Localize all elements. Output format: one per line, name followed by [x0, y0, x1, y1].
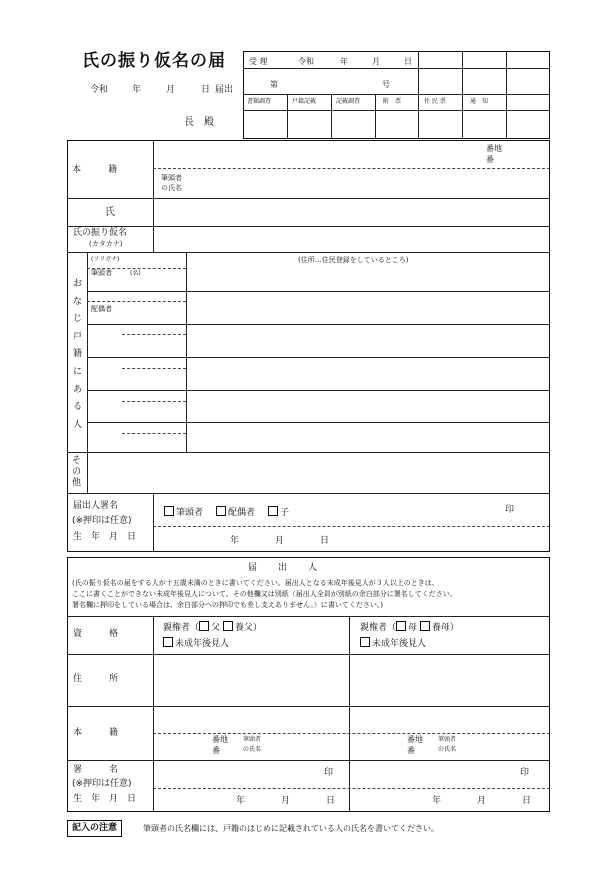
honseki2-banchi-left: 番地 — [212, 735, 228, 744]
honseki-banchi: 番地 — [486, 144, 502, 153]
birth-month-right: 月 — [477, 796, 487, 806]
stamp-kisai: 戸籍記載 — [292, 98, 317, 105]
stamp-jumin: 住 民 票 — [424, 98, 446, 105]
honseki2-label: 本 籍 — [73, 728, 119, 738]
honseki2-hittosha-right: 筆頭者 — [438, 736, 457, 743]
birth-day-left: 日 — [326, 796, 336, 806]
same-koseki-side-label — [73, 276, 85, 434]
shomei-note: (※押印は任意) — [72, 779, 132, 789]
honseki2-ban-right: 番 — [407, 746, 415, 755]
date-month: 月 — [166, 85, 176, 95]
dai-label: 第 — [270, 80, 278, 89]
note-badge: 記入の注意 — [67, 820, 122, 837]
side-char: る — [73, 402, 83, 413]
applicant-birth-label: 生 年 月 日 — [73, 532, 137, 542]
received-era: 令和 — [298, 57, 314, 66]
seal-mark: 印 — [505, 505, 515, 515]
stamp-kisai-chosa: 記載調査 — [336, 98, 361, 105]
shikaku-label: 資 格 — [73, 629, 119, 639]
hittosha-label: 筆頭者 — [91, 269, 112, 277]
shikaku-right-guardian[interactable]: 未成年後見人 — [360, 637, 426, 649]
birth-year-right: 年 — [432, 796, 442, 806]
checkbox-adoptive-mother[interactable] — [420, 621, 430, 631]
uji-label: 氏 — [105, 207, 115, 218]
mei-label: (名) — [130, 270, 141, 277]
furigana-sub: (カタカナ) — [89, 240, 123, 248]
sonota-label: そ の 他 — [72, 456, 82, 488]
birth-month-left: 月 — [281, 796, 291, 806]
honseki-ban: 番 — [486, 155, 494, 164]
seal-left: 印 — [324, 768, 334, 778]
birth-day: 日 — [320, 536, 330, 546]
spouse-label: 配偶者 — [91, 305, 112, 313]
honseki2-shimei-right: の氏名 — [438, 746, 457, 753]
option-hittosha[interactable]: 筆頭者 — [164, 506, 203, 518]
seal-right: 印 — [520, 768, 530, 778]
shikaku-right-line1: 親権者（ 母 養母） — [360, 623, 459, 633]
go-label: 号 — [382, 80, 390, 89]
side-char: 戸 — [73, 331, 83, 342]
stamp-tsuchi: 通 知 — [470, 98, 489, 105]
shomei-label: 署 名 — [73, 765, 119, 775]
option-child[interactable]: 子 — [268, 506, 289, 518]
shomei-birth-label: 生 年 月 日 — [73, 794, 137, 804]
received-year: 年 — [340, 57, 348, 66]
date-filed: 届出 — [215, 85, 234, 95]
checkbox[interactable] — [216, 506, 226, 516]
applicant-sign-note: (※押印は任意) — [72, 516, 132, 526]
shikaku-left-line1: 親権者（ 父 養父） — [163, 623, 262, 633]
side-char: お — [73, 279, 83, 289]
checkbox-father[interactable] — [199, 621, 209, 631]
todokede-title: 届 出 人 — [248, 563, 319, 573]
checkbox-guardian[interactable] — [163, 637, 173, 647]
stamp-fuhyo: 附 票 — [383, 98, 402, 105]
honseki2-ban-left: 番 — [212, 746, 220, 755]
date-era: 令和 — [90, 85, 109, 95]
notice-line-2: ここに書くことができない未成年後見人について、その他欄又は別紙（届出人全員が別紙の余白部分に署名してください。 — [72, 590, 457, 598]
side-char: な — [73, 296, 83, 307]
side-char: あ — [73, 384, 83, 395]
form-title: 氏の振り仮名の届 — [82, 51, 226, 71]
received-label: 受 理 — [249, 57, 268, 66]
received-month: 月 — [372, 57, 380, 66]
honseki2-hittosha-left: 筆頭者 — [243, 736, 262, 743]
checkbox[interactable] — [164, 506, 174, 516]
applicant-sign-label: 届出人署名 — [73, 501, 119, 511]
birth-day-right: 日 — [522, 796, 532, 806]
birth-month: 月 — [275, 536, 285, 546]
date-day: 日 — [201, 85, 211, 95]
side-char: 人 — [73, 419, 83, 430]
addressee: 長 殿 — [184, 117, 214, 128]
birth-year-left: 年 — [236, 796, 246, 806]
side-char: 籍 — [73, 349, 83, 360]
checkbox-adoptive-father[interactable] — [223, 621, 233, 631]
honseki2-shimei-left: の氏名 — [243, 746, 262, 753]
option-spouse[interactable]: 配偶者 — [216, 506, 255, 518]
address-header: (住所…住民登録をしているところ) — [298, 256, 409, 264]
checkbox-guardian[interactable] — [360, 637, 370, 647]
notice-line-1: (氏の振り仮名の届をする人が十五歳未満のときに書いてください。届出人となる未成年後見人が３人以上のときは、 — [72, 579, 439, 587]
honseki-no-shimei: の氏名 — [161, 184, 182, 192]
stamp-shorui: 書類調査 — [247, 98, 272, 105]
side-char: じ — [73, 314, 83, 325]
received-day: 日 — [404, 57, 412, 66]
furigana-header: (フリガナ) — [91, 256, 120, 263]
jusho-label: 住 所 — [73, 674, 119, 684]
date-year: 年 — [132, 85, 142, 95]
notice-line-3: 署名欄に押印をしている場合は、余白部分への押印でも差し支えありません。）に書いてください。) — [72, 601, 384, 609]
honseki2-banchi-right: 番地 — [407, 735, 423, 744]
side-char: に — [73, 366, 83, 377]
checkbox-mother[interactable] — [396, 621, 406, 631]
honseki-label: 本 籍 — [72, 165, 118, 175]
checkbox[interactable] — [268, 506, 278, 516]
furigana-label: 氏の振り仮名 — [73, 228, 128, 238]
shikaku-left-guardian[interactable]: 未成年後見人 — [163, 637, 229, 649]
birth-year: 年 — [230, 536, 240, 546]
honseki-hittosha: 筆頭者 — [161, 174, 182, 182]
footer-note: 筆頭者の氏名欄には、戸籍のはじめに記載されている人の氏名を書いてください。 — [143, 824, 439, 833]
